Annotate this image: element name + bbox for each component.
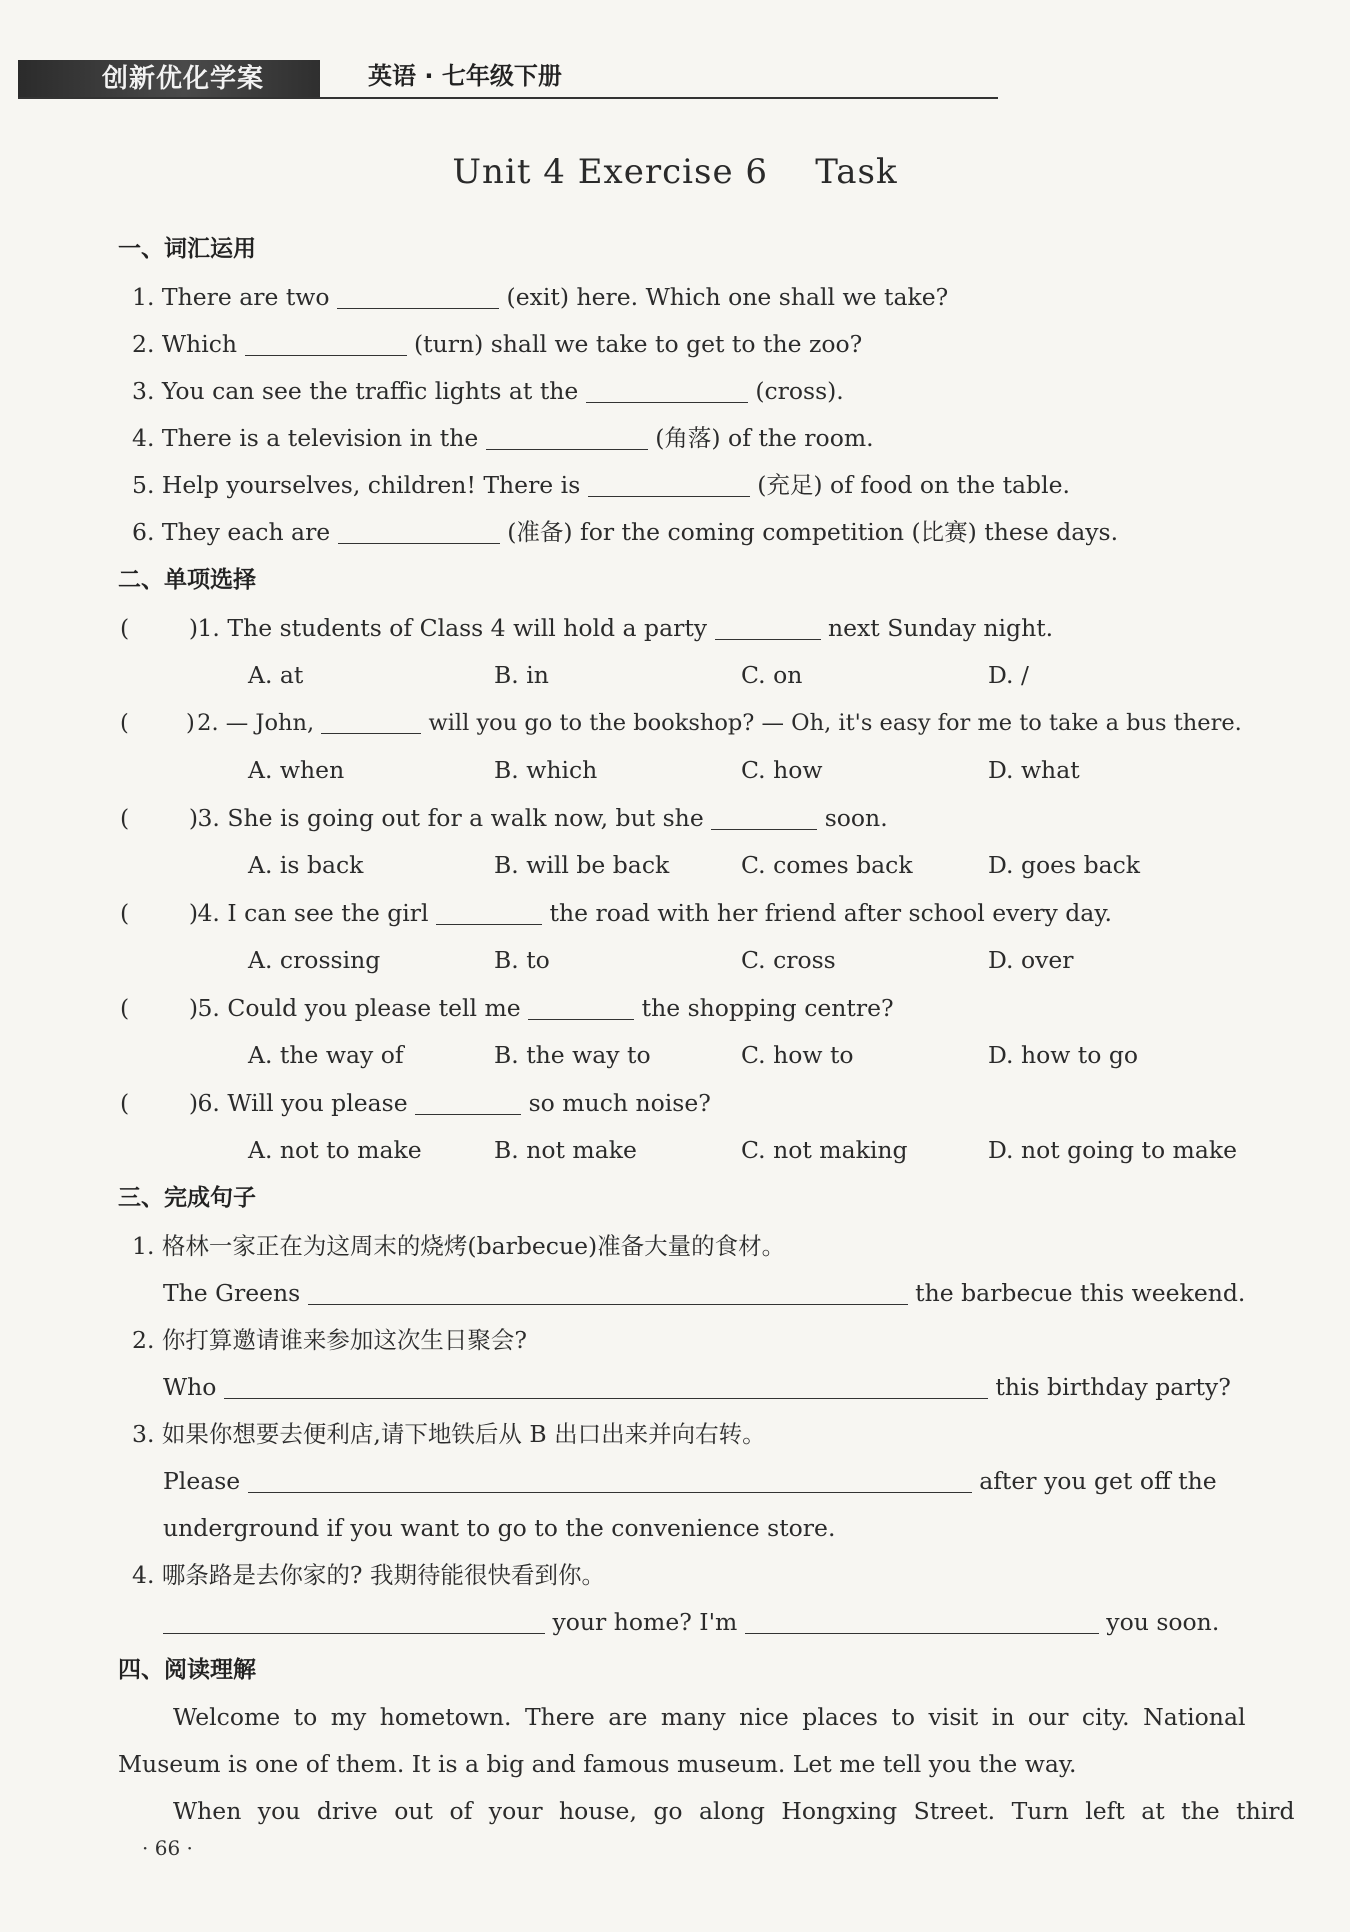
section-heading-choice: 二、单项选择: [118, 567, 256, 593]
item-text: soon.: [824, 804, 888, 832]
item-number: 1.: [132, 1232, 155, 1260]
vocab-item-1: [132, 280, 948, 314]
answer-blank: [528, 993, 634, 1020]
option-a[interactable]: A. at: [248, 661, 304, 689]
option-c[interactable]: C. how to: [741, 1041, 854, 1069]
item-text: next Sunday night.: [828, 614, 1054, 642]
vocab-item-4: [132, 421, 874, 455]
item-chinese: 格林一家正在为这周末的烧烤(barbecue)准备大量的食材。: [161, 1232, 786, 1260]
item-chinese: 如果你想要去便利店,请下地铁后从 B 出口出来并向右转。: [161, 1420, 766, 1448]
item-text: this birthday party?: [995, 1373, 1231, 1401]
item-text: Help yourselves, children! There is: [161, 471, 581, 499]
option-a[interactable]: A. is back: [248, 851, 364, 879]
option-c[interactable]: C. cross: [741, 946, 836, 974]
choice-item-3: [120, 801, 888, 835]
complete-item-3-en: [163, 1464, 1217, 1498]
item-text: your home? I'm: [552, 1608, 738, 1636]
item-text: will you go to the bookshop? — Oh, it's easy for me to take a bus there.: [428, 710, 1242, 736]
option-d[interactable]: D. what: [988, 756, 1080, 784]
item-text: The Greens: [163, 1279, 301, 1307]
item-text: Who: [163, 1373, 217, 1401]
option-c[interactable]: C. how: [741, 756, 823, 784]
choice-item-2: [120, 706, 1242, 740]
option-b[interactable]: B. which: [494, 756, 598, 784]
item-chinese: 哪条路是去你家的? 我期待能很快看到你。: [161, 1561, 605, 1589]
item-text: — John,: [225, 710, 315, 736]
section-heading-complete: 三、完成句子: [118, 1185, 256, 1211]
option-b[interactable]: B. not make: [494, 1136, 637, 1164]
item-number: 2.: [132, 330, 155, 358]
item-number: 3.: [132, 377, 155, 405]
page-number: · 66 ·: [142, 1836, 193, 1860]
item-text: There are two: [161, 283, 330, 311]
option-b[interactable]: B. will be back: [494, 851, 670, 879]
answer-blank[interactable]: [308, 1278, 908, 1305]
answer-paren[interactable]: ( ): [120, 899, 199, 927]
answer-blank[interactable]: [586, 376, 748, 403]
option-b[interactable]: B. the way to: [494, 1041, 651, 1069]
answer-blank[interactable]: [248, 1466, 972, 1493]
vocab-item-6: [132, 515, 1118, 549]
option-d[interactable]: D. not going to make: [988, 1136, 1237, 1164]
answer-blank[interactable]: [745, 1607, 1099, 1634]
choice-item-4: [120, 896, 1112, 930]
item-number: 5.: [197, 994, 220, 1022]
complete-item-3-cont: underground if you want to go to the convenience store.: [163, 1514, 836, 1542]
item-number: 3.: [197, 804, 220, 832]
reading-line-1: Welcome to my hometown. There are many nice places to visit in our city. National: [173, 1703, 1246, 1731]
answer-paren[interactable]: ( ): [120, 1089, 199, 1117]
complete-item-2-en: [163, 1370, 1231, 1404]
reading-line-3: When you drive out of your house, go along Hongxing Street. Turn left at the third: [173, 1797, 1295, 1825]
option-d[interactable]: D. how to go: [988, 1041, 1139, 1069]
item-number: 2.: [197, 710, 219, 736]
answer-blank[interactable]: [486, 423, 648, 450]
complete-item-4-en: [163, 1605, 1219, 1639]
option-a[interactable]: A. crossing: [248, 946, 381, 974]
answer-blank[interactable]: [338, 517, 500, 544]
choice-item-6: [120, 1086, 711, 1120]
option-c[interactable]: C. comes back: [741, 851, 913, 879]
item-number: 1.: [132, 283, 155, 311]
answer-blank: [715, 613, 821, 640]
option-c[interactable]: C. on: [741, 661, 803, 689]
item-text: She is going out for a walk now, but she: [227, 804, 704, 832]
item-text: (exit) here. Which one shall we take?: [506, 283, 949, 311]
item-text: You can see the traffic lights at the: [161, 377, 579, 405]
choice-item-5: [120, 991, 894, 1025]
option-a[interactable]: A. when: [248, 756, 345, 784]
item-text: so much noise?: [528, 1089, 711, 1117]
complete-item-1-en: [163, 1276, 1245, 1310]
complete-item-3-cn: [132, 1417, 766, 1451]
item-number: 5.: [132, 471, 155, 499]
brand-text: 创新优化学案: [102, 64, 265, 94]
item-text: Will you please: [227, 1089, 408, 1117]
answer-blank[interactable]: [588, 470, 750, 497]
item-number: 4.: [197, 899, 220, 927]
reading-line-2: Museum is one of them. It is a big and famous museum. Let me tell you the way.: [118, 1750, 1077, 1778]
item-text: you soon.: [1106, 1608, 1220, 1636]
item-text: Which: [161, 330, 238, 358]
item-number: 4.: [132, 1561, 155, 1589]
item-text: (cross).: [755, 377, 844, 405]
item-text: the barbecue this weekend.: [915, 1279, 1246, 1307]
item-text: (turn) shall we take to get to the zoo?: [413, 330, 863, 358]
item-text: the shopping centre?: [641, 994, 894, 1022]
item-text: Could you please tell me: [227, 994, 521, 1022]
vocab-item-3: [132, 374, 844, 408]
item-chinese: 你打算邀请谁来参加这次生日聚会?: [161, 1326, 528, 1354]
answer-blank: [436, 898, 542, 925]
item-number: 3.: [132, 1420, 155, 1448]
option-a[interactable]: A. the way of: [248, 1041, 404, 1069]
option-d[interactable]: D. goes back: [988, 851, 1141, 879]
brand-banner: [18, 60, 320, 98]
page-title: Unit 4 Exercise 6 Task: [452, 152, 898, 192]
answer-blank[interactable]: [163, 1607, 545, 1634]
item-number: 4.: [132, 424, 155, 452]
item-text: (充足) of food on the table.: [757, 471, 1070, 499]
item-number: 6.: [132, 518, 155, 546]
subject-title: 英语 · 七年级下册: [368, 62, 562, 90]
item-number: 6.: [197, 1089, 220, 1117]
header-rule: [18, 97, 998, 99]
item-text: Please: [163, 1467, 241, 1495]
answer-blank[interactable]: [337, 282, 499, 309]
item-text: They each are: [161, 518, 331, 546]
option-b[interactable]: B. to: [494, 946, 550, 974]
item-text: after you get off the: [979, 1467, 1217, 1495]
answer-paren[interactable]: ( ): [120, 804, 199, 832]
option-d[interactable]: D. over: [988, 946, 1074, 974]
item-number: 2.: [132, 1326, 155, 1354]
option-d[interactable]: D. /: [988, 661, 1029, 689]
vocab-item-2: [132, 327, 862, 361]
answer-blank: [321, 707, 421, 734]
item-text: The students of Class 4 will hold a party: [227, 614, 708, 642]
item-text: (准备) for the coming competition (比赛) these days.: [507, 518, 1119, 546]
item-text: There is a television in the: [161, 424, 479, 452]
section-heading-reading: 四、阅读理解: [118, 1657, 256, 1683]
answer-blank[interactable]: [224, 1372, 988, 1399]
option-b[interactable]: B. in: [494, 661, 549, 689]
answer-paren[interactable]: ( ): [120, 710, 195, 736]
option-c[interactable]: C. not making: [741, 1136, 908, 1164]
answer-paren[interactable]: ( ): [120, 614, 199, 642]
item-number: 1.: [197, 614, 220, 642]
item-text: (角落) of the room.: [655, 424, 874, 452]
complete-item-1-cn: [132, 1229, 785, 1263]
item-text: the road with her friend after school every day.: [549, 899, 1112, 927]
option-a[interactable]: A. not to make: [248, 1136, 422, 1164]
vocab-item-5: [132, 468, 1070, 502]
complete-item-4-cn: [132, 1558, 605, 1592]
section-heading-vocab: 一、词汇运用: [118, 236, 256, 262]
answer-blank: [415, 1088, 521, 1115]
choice-item-1: [120, 611, 1053, 645]
answer-blank[interactable]: [245, 329, 407, 356]
complete-item-2-cn: [132, 1323, 527, 1357]
answer-blank: [711, 803, 817, 830]
answer-paren[interactable]: ( ): [120, 994, 199, 1022]
item-text: I can see the girl: [227, 899, 429, 927]
